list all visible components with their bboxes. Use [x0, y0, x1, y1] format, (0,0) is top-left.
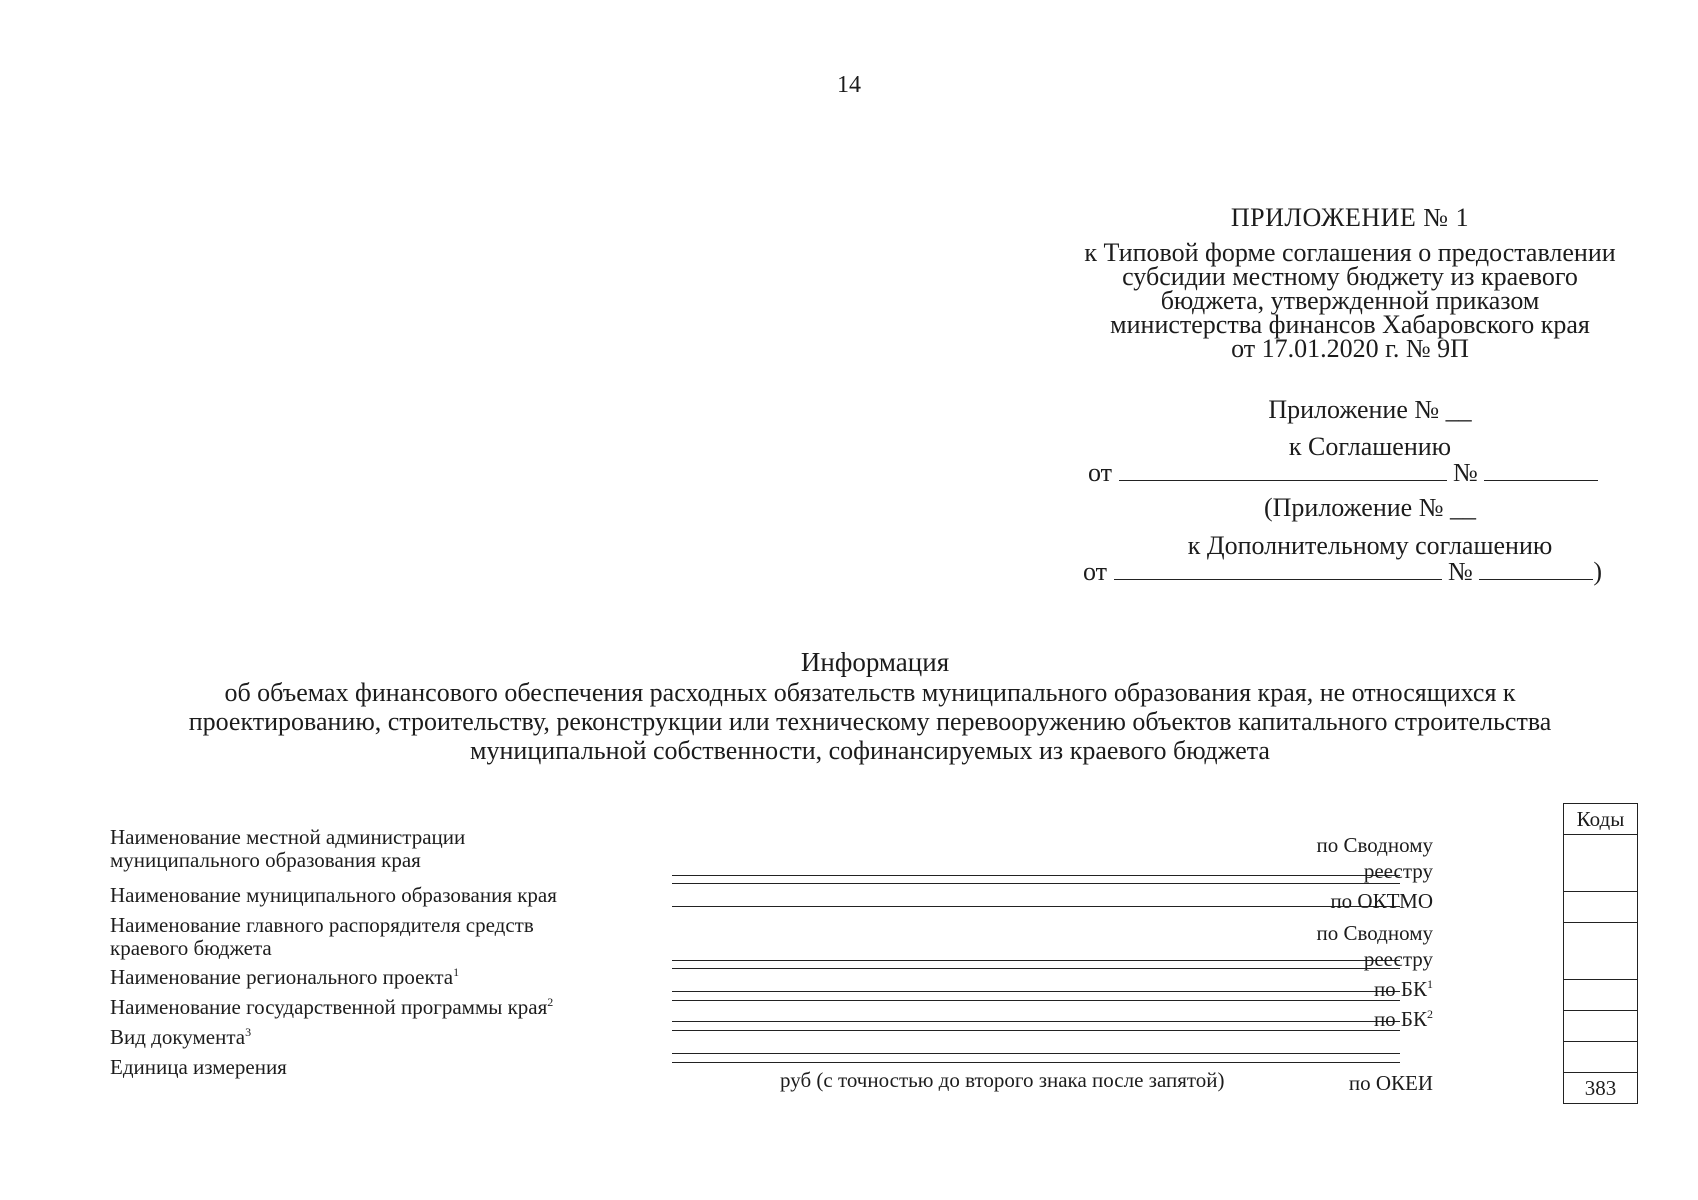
number-label: № — [1453, 458, 1478, 487]
date-blank — [1119, 458, 1447, 481]
page-number: 14 — [837, 72, 861, 98]
code-cell-oktmo[interactable] — [1564, 892, 1638, 923]
regional-project-line-lower — [672, 1000, 1400, 1001]
state-program-label: Наименование государственной программы края$^2$ — [110, 995, 554, 1019]
chief-manager-line[interactable] — [672, 960, 1400, 961]
code-label-oktmo: по ОКТМО — [1330, 889, 1433, 913]
appendix-title: ПРИЛОЖЕНИЕ № 1 — [1230, 203, 1470, 232]
number-blank — [1479, 557, 1593, 580]
code-cell-summary-registry-2[interactable] — [1564, 923, 1638, 980]
municipality-line[interactable] — [672, 906, 1400, 907]
from-label: от — [1088, 458, 1113, 487]
municipality-line-upper — [672, 883, 1400, 884]
state-program-line[interactable] — [672, 1021, 1400, 1022]
agreement-to-agreement: к Соглашению — [1288, 432, 1452, 461]
info-title: Информация — [800, 647, 950, 677]
municipality-label: Наименование муниципального образования края — [110, 883, 557, 907]
appendix-line: министерства финансов Хабаровского края — [1110, 310, 1590, 339]
from-label: от — [1083, 557, 1108, 586]
footnote-marker: 2 — [547, 995, 554, 1009]
appendix-header — [1040, 203, 1660, 361]
label-line: краевого бюджета — [110, 936, 272, 960]
regional-project-line[interactable] — [672, 991, 1400, 992]
chief-manager-line-lower — [672, 968, 1400, 969]
footnote-marker: 3 — [245, 1025, 252, 1039]
code-cell-bk-1[interactable] — [1564, 980, 1638, 1011]
agreement-appendix-no: Приложение № __ — [1268, 395, 1472, 424]
code-cell-summary-registry[interactable] — [1564, 835, 1638, 892]
info-subtitle — [110, 678, 1630, 765]
code-label-bk-1: по $БК^1$ — [1373, 977, 1433, 1001]
appendix-line: бюджета, утвержденной приказом — [1160, 286, 1540, 315]
label-line: Наименование главного распорядителя средств — [110, 913, 534, 937]
number-label: № — [1448, 557, 1473, 586]
doc-type-line-lower — [672, 1062, 1400, 1063]
unit-label: Единица измерения — [110, 1055, 287, 1079]
doc-type-label: Вид документа$^3$ — [110, 1025, 252, 1049]
code-label-okei: по ОКЕИ — [1348, 1071, 1433, 1095]
date-blank — [1114, 557, 1442, 580]
appendix-line: субсидии местному бюджету из краевого — [1122, 262, 1578, 291]
code-label-summary-registry-2: по Сводному реестру — [1316, 921, 1433, 971]
footnote-marker: 2 — [1427, 1007, 1433, 1021]
local-admin-line[interactable] — [672, 875, 1400, 876]
footnote-marker: 1 — [453, 965, 460, 979]
unit-value: руб (с точностью до второго знака после запятой) — [780, 1068, 1225, 1092]
agreement-to-supplementary: к Дополнительному соглашению — [1187, 531, 1553, 560]
supplementary-appendix-no: (Приложение № __ — [1263, 493, 1476, 522]
agreement-ref-row — [1088, 458, 1598, 488]
code-cell-bk-2[interactable] — [1564, 1011, 1638, 1042]
supplementary-ref-row — [1083, 557, 1602, 587]
regional-project-label: Наименование регионального проекта$^1$ — [110, 965, 460, 989]
code-label-bk-2: по $БК^2$ — [1373, 1007, 1433, 1031]
code-label-summary-registry: по Сводному реестру — [1316, 833, 1433, 883]
code-cell-doc-type[interactable] — [1564, 1042, 1638, 1073]
state-program-line-lower — [672, 1030, 1400, 1031]
info-subtitle-line: муниципальной собственности, софинансируемых из краевого бюджета — [470, 736, 1270, 765]
chief-manager-label — [110, 914, 670, 960]
closing-paren: ) — [1593, 557, 1603, 586]
doc-type-line[interactable] — [672, 1053, 1400, 1054]
appendix-line: к Типовой форме соглашения о предоставлении — [1084, 238, 1616, 267]
codes-header: Коды — [1564, 804, 1638, 835]
label-line: муниципального образования края — [110, 848, 421, 872]
number-blank — [1484, 458, 1598, 481]
info-subtitle-line: об объемах финансового обеспечения расходных обязательств муниципального образования края, не относящихся к — [224, 678, 1516, 707]
label-line: Наименование местной администрации — [110, 825, 466, 849]
local-admin-label — [110, 826, 670, 872]
appendix-line: от 17.01.2020 г. № 9П — [1231, 334, 1469, 363]
footnote-marker: 1 — [1427, 977, 1433, 991]
info-subtitle-line: проектированию, строительству, реконструкции или техническому перевооружению объектов капитального строительства — [188, 707, 1552, 736]
code-cell-okei[interactable]: 383 — [1564, 1073, 1638, 1104]
codes-table — [1563, 803, 1638, 1104]
